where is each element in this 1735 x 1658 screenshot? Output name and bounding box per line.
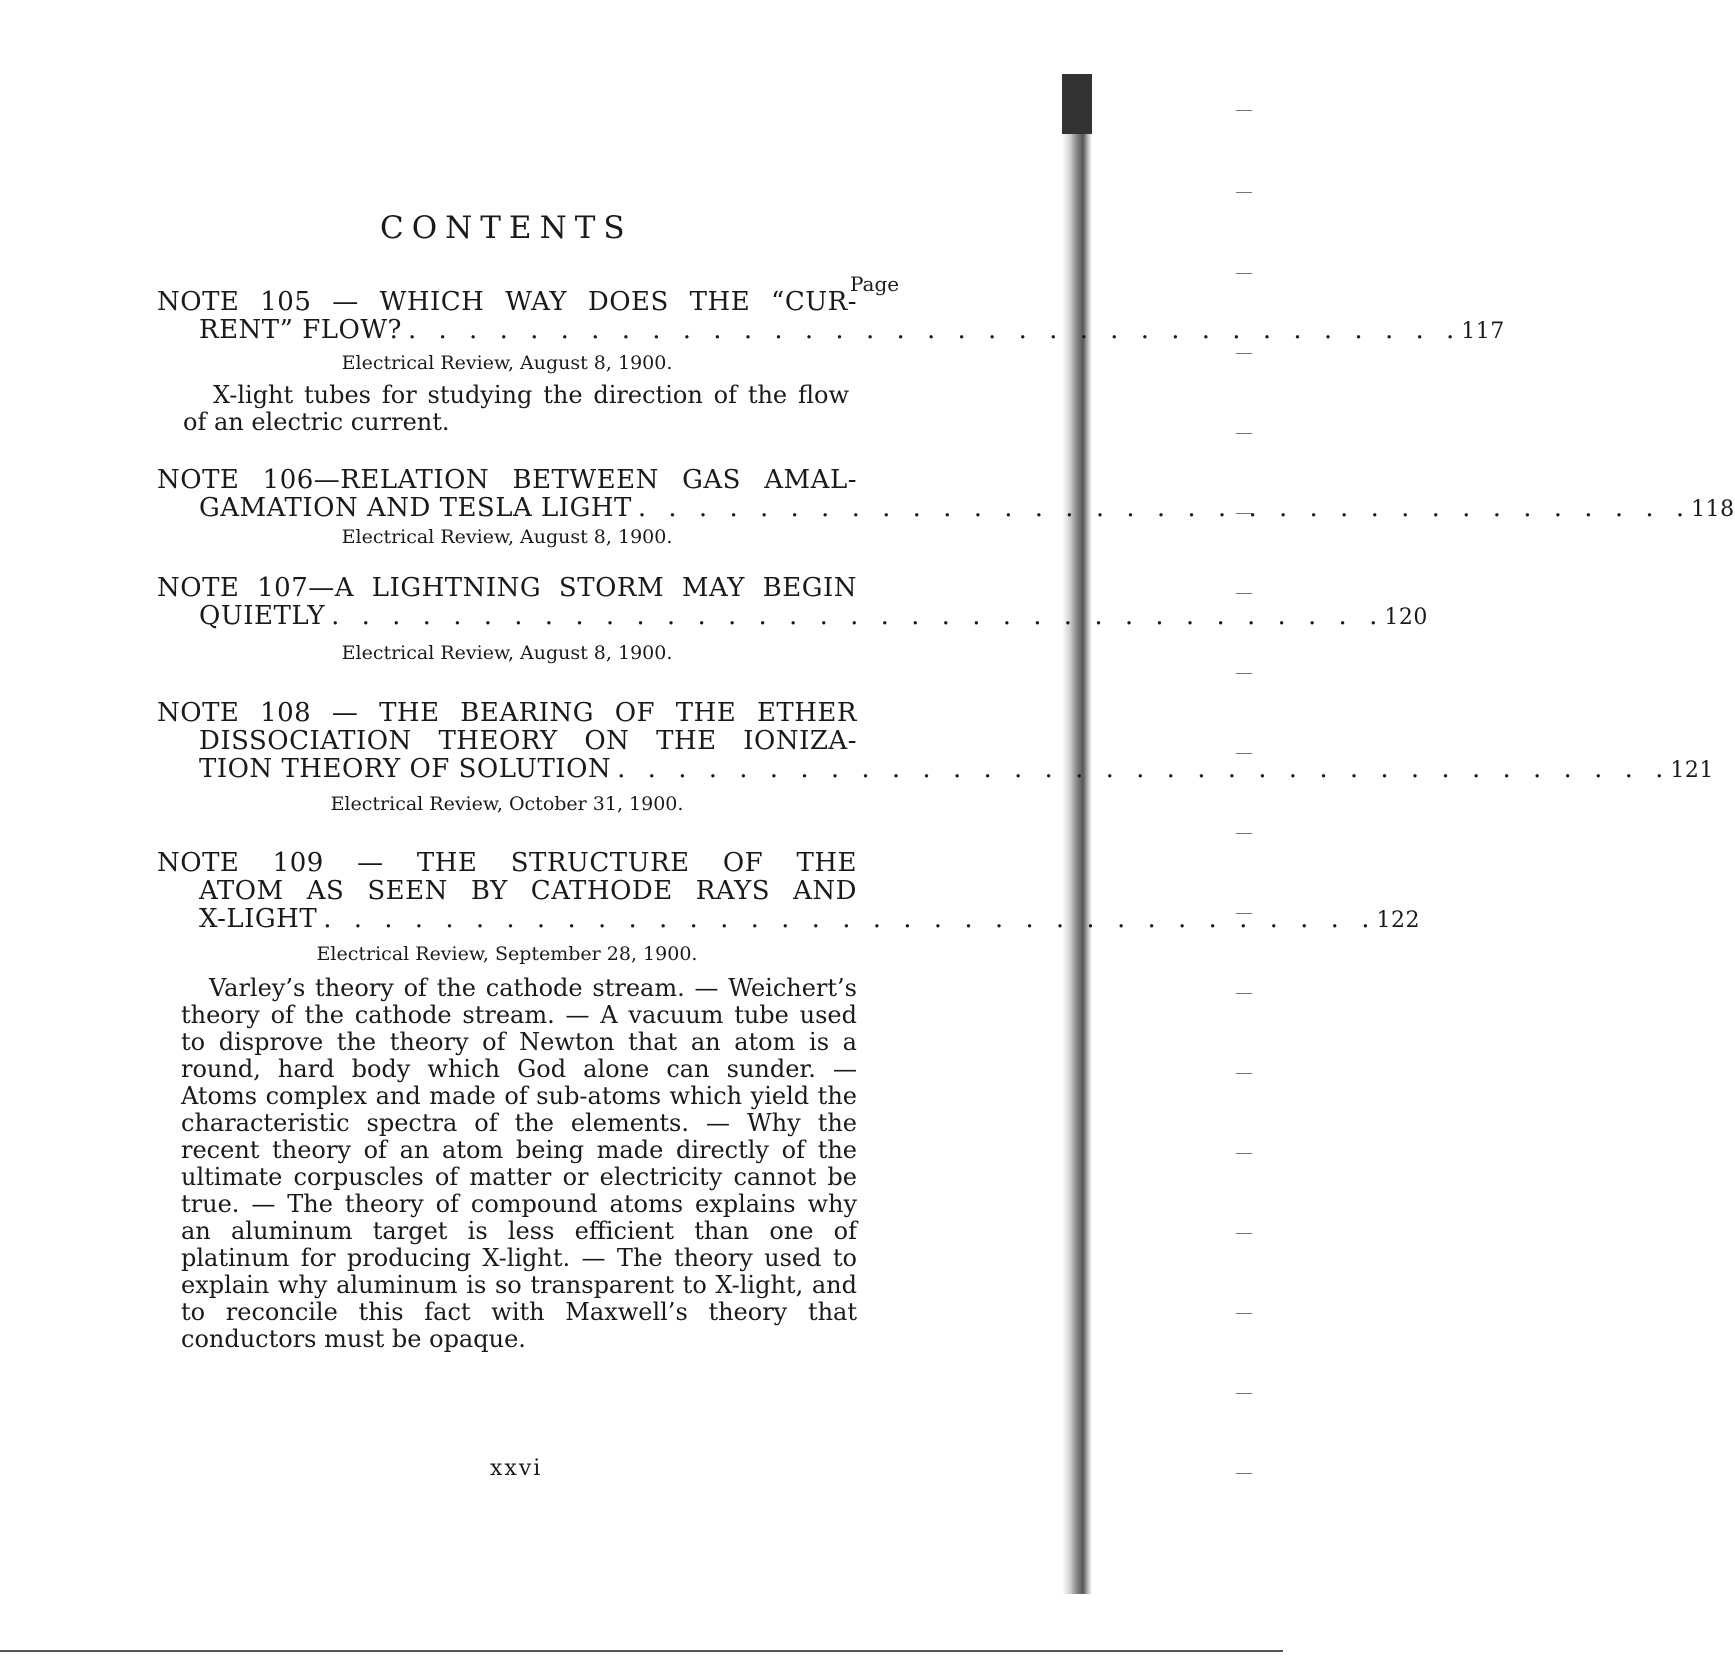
page-number: 122 bbox=[1376, 908, 1420, 933]
heading-line: ATOM AS SEEN BY CATHODE RAYS AND bbox=[199, 876, 857, 906]
margin-tick bbox=[1236, 110, 1252, 111]
page-folio: xxvi bbox=[490, 1456, 543, 1481]
margin-tick bbox=[1236, 833, 1252, 834]
heading-text: QUIETLY bbox=[199, 601, 326, 631]
entry-description: X-light tubes for studying the direction of the flow of an electric current. bbox=[183, 381, 849, 436]
heading-line: NOTE 107—A LIGHTNING STORM MAY BEGIN bbox=[157, 573, 857, 603]
heading-line: DISSOCIATION THEORY ON THE IONIZA- bbox=[199, 726, 857, 756]
bottom-rule bbox=[0, 1650, 1283, 1652]
heading-text: RENT” FLOW? bbox=[199, 315, 402, 345]
entry-source: Electrical Review, August 8, 1900. bbox=[341, 352, 673, 374]
entry-source: Electrical Review, October 31, 1900. bbox=[330, 793, 684, 815]
page-number: 121 bbox=[1670, 758, 1714, 783]
toc-entry bbox=[157, 465, 1735, 548]
page-number: 118 bbox=[1691, 497, 1735, 522]
margin-tick bbox=[1236, 433, 1252, 434]
toc-entry bbox=[157, 573, 1428, 664]
margin-tick bbox=[1236, 1073, 1252, 1074]
toc-entry bbox=[157, 698, 1714, 815]
page-title: CONTENTS bbox=[380, 210, 633, 246]
page-number: 120 bbox=[1384, 605, 1428, 630]
heading-text: X-LIGHT bbox=[199, 904, 318, 934]
page-column-label: Page bbox=[850, 272, 900, 296]
margin-tick bbox=[1236, 673, 1252, 674]
margin-tick bbox=[1236, 1233, 1252, 1234]
dot-leader: . . . . . . . . . . . . . . . . . . . . . . . . . . . . . . . . . . . bbox=[408, 315, 1462, 345]
heading-last-line bbox=[157, 315, 1505, 346]
dot-leader: . . . . . . . . . . . . . . . . . . . . . . . . . . . . . . . . . . . bbox=[637, 493, 1692, 523]
dot-leader: . . . . . . . . . . . . . . . . . . . . . . . . . . . . . . . . . . . bbox=[331, 601, 1385, 631]
entry-heading bbox=[157, 848, 1420, 935]
entry-heading bbox=[157, 287, 1505, 346]
heading-text: TION THEORY OF SOLUTION bbox=[199, 754, 612, 784]
entry-source: Electrical Review, August 8, 1900. bbox=[341, 642, 673, 664]
heading-last-line bbox=[157, 754, 1714, 785]
margin-tick bbox=[1236, 1473, 1252, 1474]
heading-text: GAMATION AND TESLA LIGHT bbox=[199, 493, 632, 523]
dot-leader: . . . . . . . . . . . . . . . . . . . . . . . . . . . . . . . . . . . bbox=[323, 904, 1377, 934]
margin-tick bbox=[1236, 593, 1252, 594]
heading-last-line bbox=[157, 601, 1428, 632]
entry-heading bbox=[157, 465, 1735, 524]
entry-description: Varley’s theory of the cathode stream. — Weichert’s theory of the cathode stream. — A vacuum tube used to disprove the theory of Newton that an atom is a round, hard body which God alone can sunder. — Atoms complex and made of sub-atoms which yield the characteristic spectra of the elements. — Why the recent theory of an atom being made directly of the ultimate corpuscles of matter or electricity cannot be true. — The theory of compound atoms explains why an aluminum target is less efficient than one of platinum for producing X-light. — The theory used to explain why aluminum is so transparent to X-light, and to reconcile this fact with Maxwell’s theory that conductors must be opaque. bbox=[181, 974, 857, 1353]
scan-binding-edge-top bbox=[1062, 74, 1092, 134]
heading-last-line bbox=[157, 493, 1735, 524]
heading-line: NOTE 105 — WHICH WAY DOES THE “CUR- bbox=[157, 287, 857, 317]
heading-line: NOTE 106—RELATION BETWEEN GAS AMAL- bbox=[157, 465, 857, 495]
margin-tick bbox=[1236, 1313, 1252, 1314]
margin-tick bbox=[1236, 993, 1252, 994]
entry-heading bbox=[157, 573, 1428, 632]
toc-entry bbox=[157, 287, 1505, 436]
dot-leader: . . . . . . . . . . . . . . . . . . . . . . . . . . . . . . . . . . . bbox=[617, 754, 1671, 784]
heading-line: NOTE 108 — THE BEARING OF THE ETHER bbox=[157, 698, 857, 728]
margin-tick bbox=[1236, 1393, 1252, 1394]
margin-tick bbox=[1236, 273, 1252, 274]
margin-tick bbox=[1236, 353, 1252, 354]
page-number: 117 bbox=[1461, 319, 1505, 344]
heading-last-line bbox=[157, 904, 1420, 935]
heading-line: NOTE 109 — THE STRUCTURE OF THE bbox=[157, 848, 857, 878]
margin-tick bbox=[1236, 1153, 1252, 1154]
toc-entry bbox=[157, 848, 1420, 1353]
margin-tick bbox=[1236, 192, 1252, 193]
scan-binding-edge bbox=[1062, 74, 1092, 1594]
entry-source: Electrical Review, August 8, 1900. bbox=[341, 526, 673, 548]
entry-heading bbox=[157, 698, 1714, 785]
entry-source: Electrical Review, September 28, 1900. bbox=[316, 943, 698, 965]
